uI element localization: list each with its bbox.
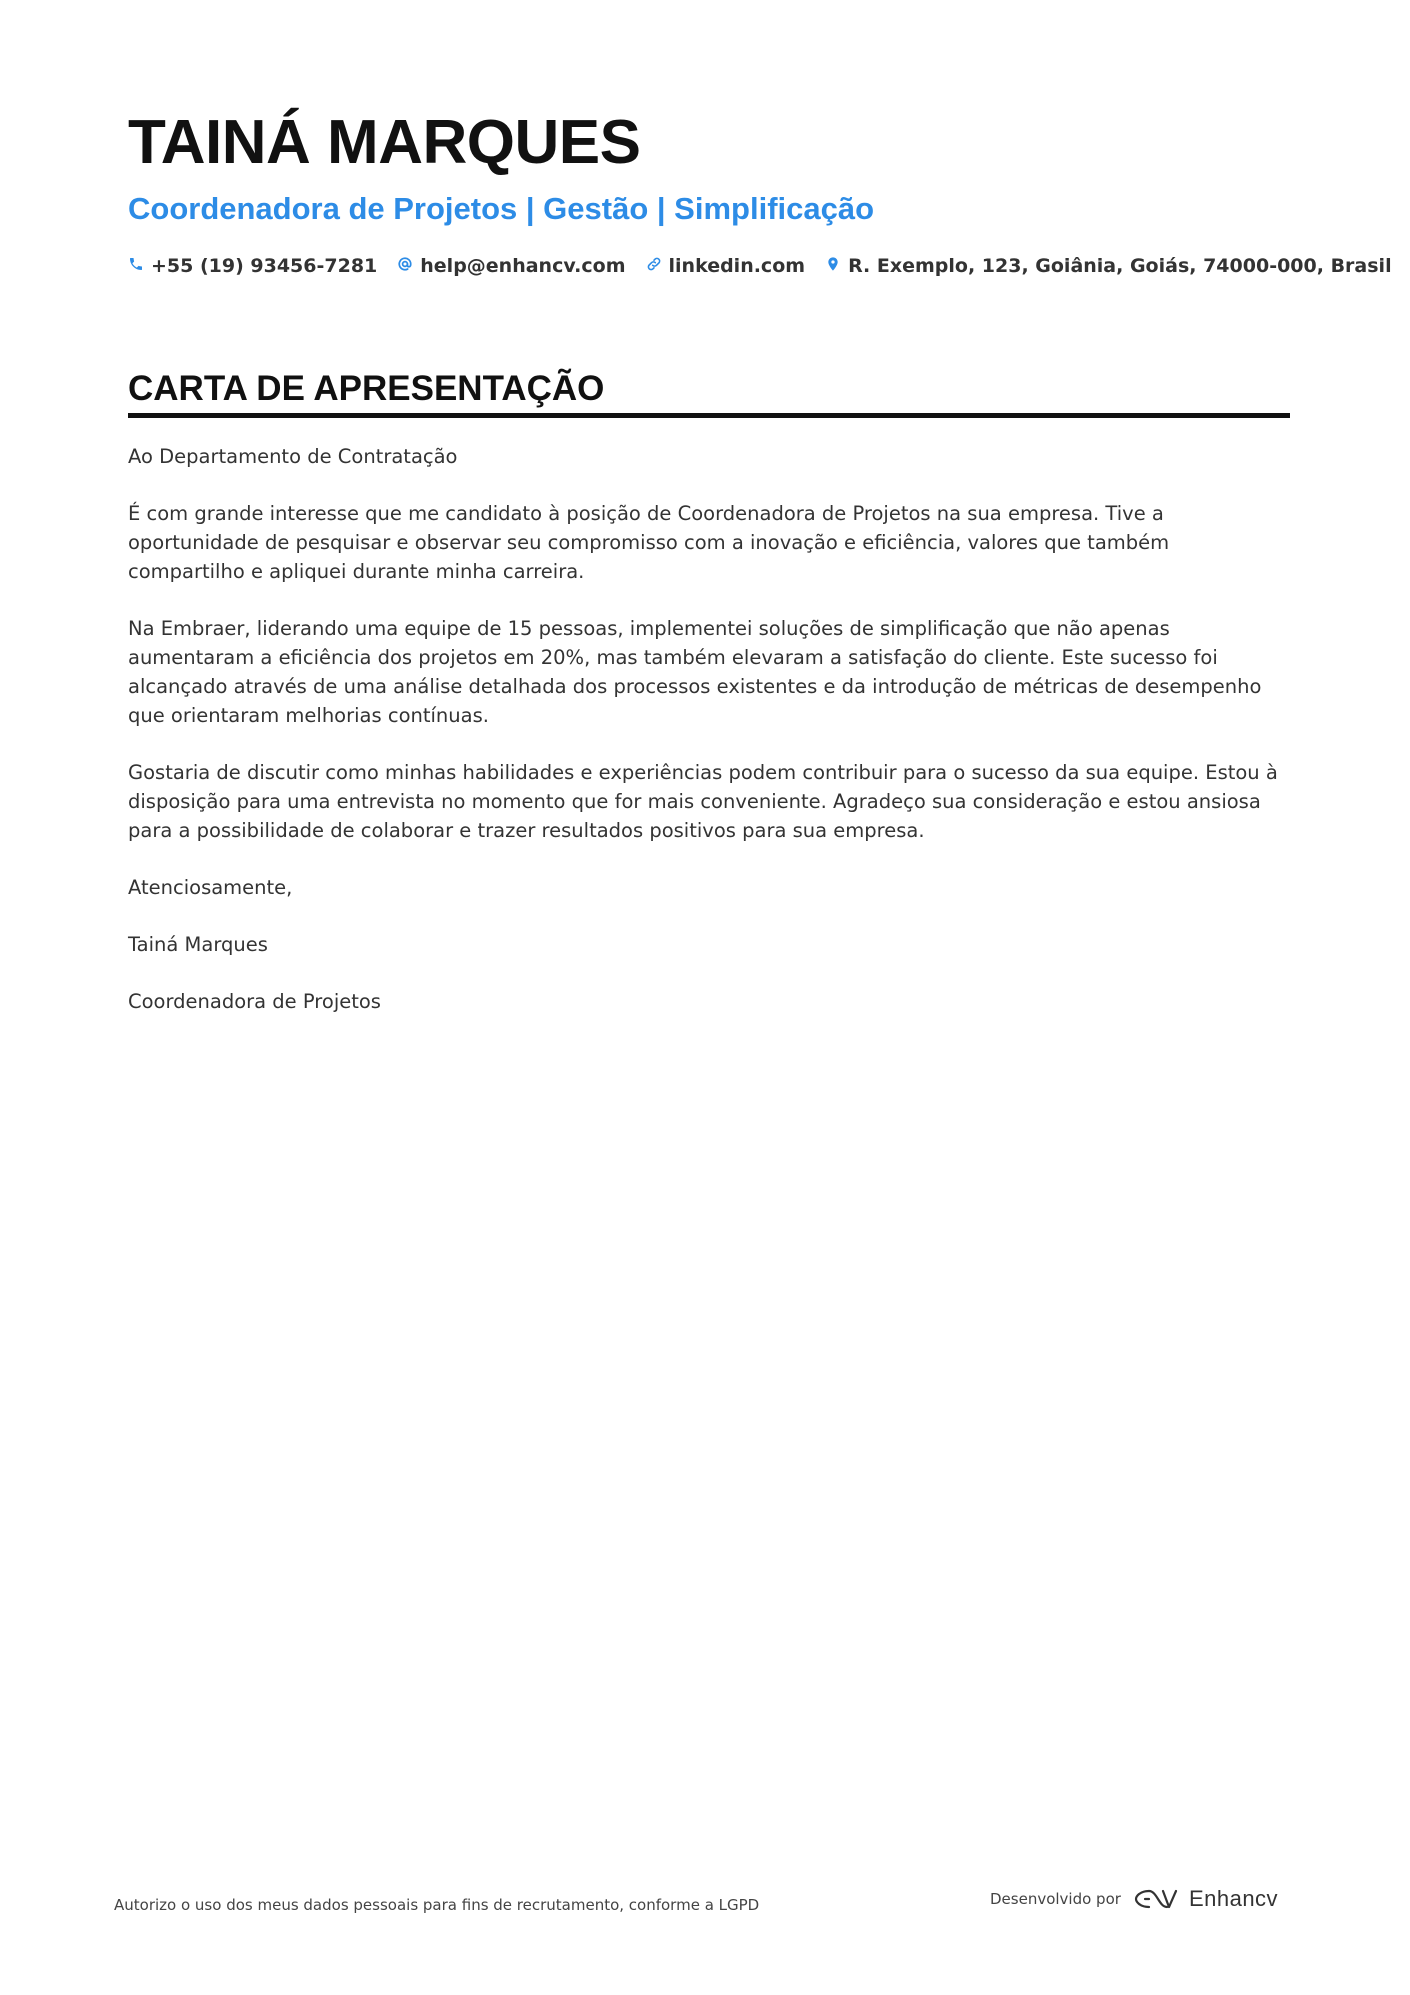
linkedin-text: linkedin.com [668,255,806,277]
signature-title: Coordenadora de Projetos [128,990,381,1013]
phone-text: +55 (19) 93456-7281 [151,255,378,277]
link-icon [646,255,669,277]
letter-body [128,442,1290,1044]
contact-phone[interactable] [128,255,377,277]
contact-email[interactable] [397,255,625,277]
contact-linkedin[interactable] [646,255,806,277]
section-title-cover-letter: CARTA DE APRESENTAÇÃO [128,370,1290,418]
consent-note: Autorizo o uso dos meus dados pessoais para fins de recrutamento, conforme a LGPD [114,1896,760,1914]
at-icon [397,255,420,277]
location-pin-icon [825,255,848,277]
email-text: help@enhancv.com [420,255,626,277]
candidate-subtitle: Coordenadora de Projetos | Gestão | Simplificação [128,191,875,226]
enhancv-brand: Enhancv [1188,1886,1279,1911]
candidate-name: TAINÁ MARQUES [128,108,641,177]
phone-icon [128,255,151,277]
enhancv-logo-icon [1133,1886,1179,1912]
letter-paragraph: Na Embraer, liderando uma equipe de 15 pessoas, implementei soluções de simplificação que não apenas aumentaram a eficiência dos projetos em 20%, mas também elevaram a satisfação do cliente. Este sucesso foi alcançado através de uma análise detalhada dos processos existentes e da introdução de métricas de desempenho que orientaram melhorias contínuas. [128,617,1262,727]
letter-paragraph: É com grande interesse que me candidato à posição de Coordenadora de Projetos na sua empresa. Tive a oportunidade de pesquisar e observar seu compromisso com a inovação e eficiência, valores que também compartilho e apliquei durante minha carreira. [128,502,1170,583]
powered-by[interactable] [990,1886,1278,1912]
letter-greeting: Ao Departamento de Contratação [128,445,458,468]
contact-bar [128,255,1410,277]
powered-by-label: Desenvolvido por [990,1890,1121,1908]
letter-closing: Atenciosamente, [128,876,293,899]
letter-paragraph: Gostaria de discutir como minhas habilidades e experiências podem contribuir para o sucesso da sua equipe. Estou à disposição para uma entrevista no momento que for mais conveniente. Agradeço sua consideração e estou ansiosa para a possibilidade de colaborar e trazer resultados positivos para sua empresa. [128,761,1278,842]
contact-address [825,255,1392,277]
address-text: R. Exemplo, 123, Goiânia, Goiás, 74000-000, Brasil [848,255,1392,277]
signature-name: Tainá Marques [128,933,268,956]
